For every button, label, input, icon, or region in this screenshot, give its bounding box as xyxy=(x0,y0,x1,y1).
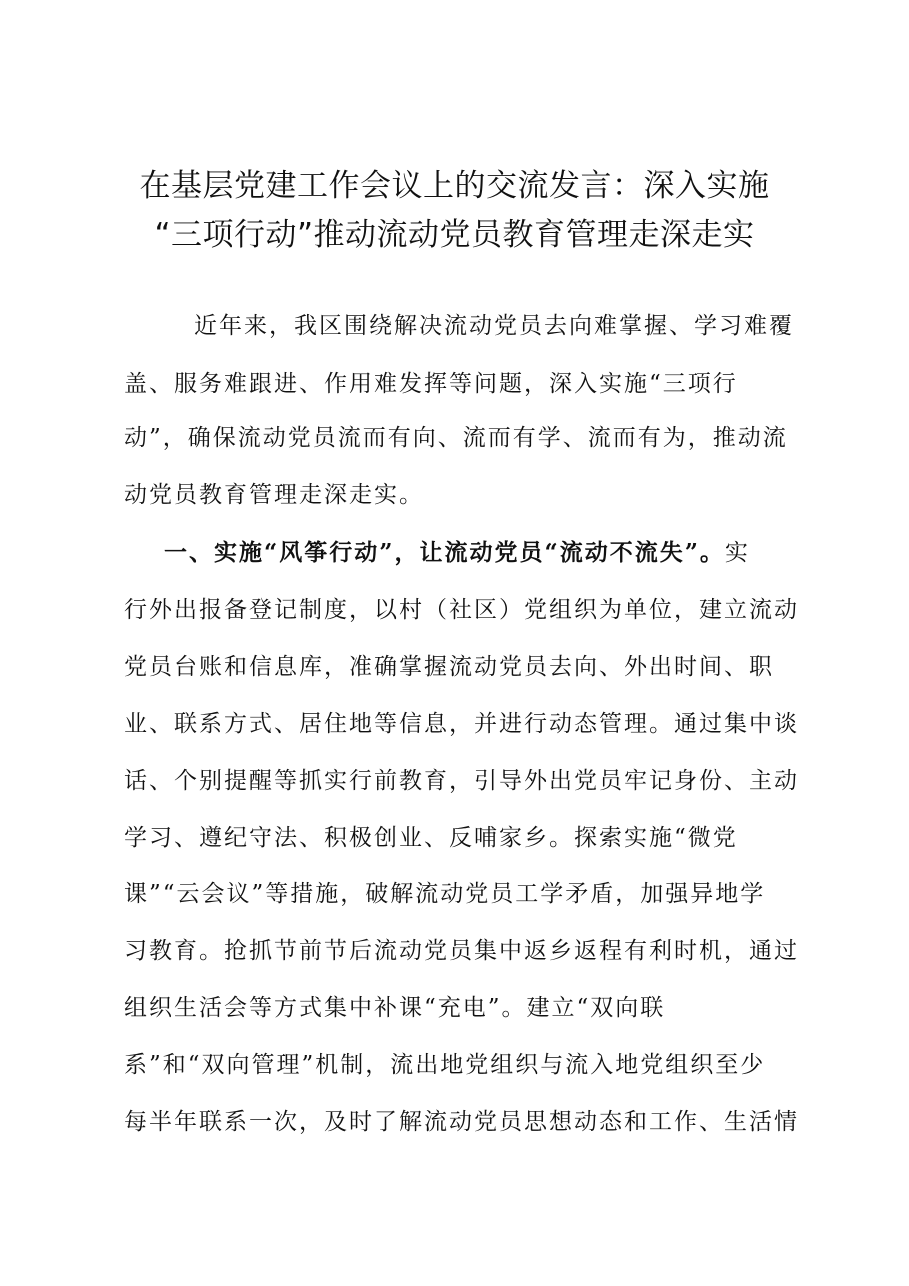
section-1-line-5: 话、个别提醒等抓实行前教育，引导外出党员牢记身份、主动 xyxy=(124,768,799,794)
paragraph-1-line-4: 动党员教育管理走深走实。 xyxy=(124,482,424,508)
paragraph-1-line-2: 盖、服务难跟进、作用难发挥等问题，深入实施“三项行 xyxy=(124,371,738,397)
section-1-line-4: 业、联系方式、居住地等信息，并进行动态管理。通过集中谈 xyxy=(124,711,799,737)
section-1-line-2: 行外出报备登记制度，以村（社区）党组织为单位，建立流动 xyxy=(124,597,799,623)
section-1-line-3: 党员台账和信息库，准确掌握流动党员去向、外出时间、职 xyxy=(124,654,774,680)
section-1-line-8: 习教育。抢抓节前节后流动党员集中返乡返程有利时机，通过 xyxy=(124,938,799,964)
section-1-heading: 一、实施“风筝行动”，让流动党员“流动不流失”。 xyxy=(164,539,725,566)
section-1-line-11: 每半年联系一次，及时了解流动党员思想动态和工作、生活情 xyxy=(124,1109,799,1135)
section-1-first-line xyxy=(164,538,750,568)
section-1-text-start: 实 xyxy=(724,540,750,566)
section-1-line-10: 系”和“双向管理”机制，流出地党组织与流入地党组织至少 xyxy=(124,1052,766,1078)
document-title-line-1: 在基层党建工作会议上的交流发言：深入实施 xyxy=(139,168,770,204)
document-title-line-2: “三项行动”推动流动党员教育管理走深走实 xyxy=(154,217,755,253)
paragraph-1-line-3: 动”，确保流动党员流而有向、流而有学、流而有为，推动流 xyxy=(124,425,788,451)
section-1-line-6: 学习、遵纪守法、积极创业、反哺家乡。探索实施“微党 xyxy=(124,825,738,851)
section-1-line-7: 课”“云会议”等措施，破解流动党员工学矛盾，加强异地学 xyxy=(124,881,766,907)
section-1-line-9: 组织生活会等方式集中补课“充电”。建立“双向联 xyxy=(124,995,666,1021)
paragraph-1-line-1: 近年来，我区围绕解决流动党员去向难掌握、学习难覆 xyxy=(194,313,794,339)
